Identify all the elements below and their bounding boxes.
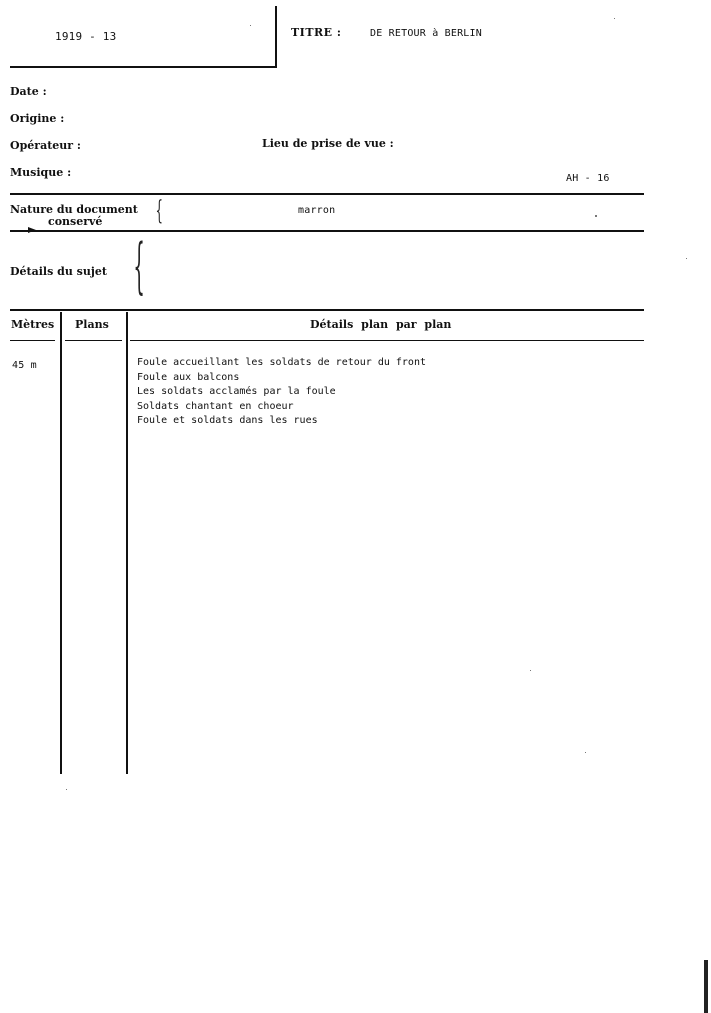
scan-speck <box>66 789 67 790</box>
column-header-details: Détails plan par plan <box>310 318 452 331</box>
page-right-edge <box>704 960 708 1013</box>
nature-label-conserve: conservé <box>48 215 103 228</box>
operateur-label: Opérateur : <box>10 139 81 152</box>
scan-speck <box>614 18 615 19</box>
nature-top-rule <box>10 193 644 195</box>
origine-label: Origine : <box>10 112 65 125</box>
nature-bottom-rule <box>10 230 644 232</box>
nature-mark <box>595 215 597 217</box>
title-value: DE RETOUR à BERLIN <box>370 28 482 39</box>
details-list <box>137 356 426 429</box>
header-box-right-border <box>275 6 277 68</box>
reference-number: 1919 - 13 <box>55 30 117 43</box>
table-top-rule <box>10 309 644 311</box>
detail-line: Les soldats acclamés par la foule <box>137 386 336 398</box>
details-header-underline <box>130 340 644 341</box>
title-label: TITRE : <box>291 26 342 39</box>
archive-code: AH - 16 <box>566 173 610 184</box>
scan-speck <box>250 25 251 26</box>
sujet-label: Détails du sujet <box>10 265 107 278</box>
detail-line: Foule aux balcons <box>137 371 240 383</box>
metres-header-underline <box>10 340 55 341</box>
column-divider-2 <box>126 312 128 774</box>
nature-brace: { <box>155 196 163 226</box>
column-divider-1 <box>60 312 62 774</box>
column-header-plans: Plans <box>75 318 109 331</box>
plans-header-underline <box>65 340 122 341</box>
date-label: Date : <box>10 85 47 98</box>
detail-line: Foule et soldats dans les rues <box>137 415 318 427</box>
scan-speck <box>530 670 531 671</box>
sujet-brace: { <box>133 231 145 301</box>
metres-value: 45 m <box>12 360 37 371</box>
scan-speck <box>585 752 586 753</box>
arrow-mark <box>28 227 36 233</box>
column-header-metres: Mètres <box>11 318 55 331</box>
nature-value: marron <box>298 205 336 216</box>
lieu-label: Lieu de prise de vue : <box>262 137 394 150</box>
header-box-bottom-border <box>10 66 277 68</box>
musique-label: Musique : <box>10 166 72 179</box>
detail-line: Foule accueillant les soldats de retour du front <box>137 357 426 368</box>
detail-line: Soldats chantant en choeur <box>137 400 294 412</box>
scan-speck <box>686 258 687 259</box>
nature-label: Nature du document <box>10 203 138 216</box>
